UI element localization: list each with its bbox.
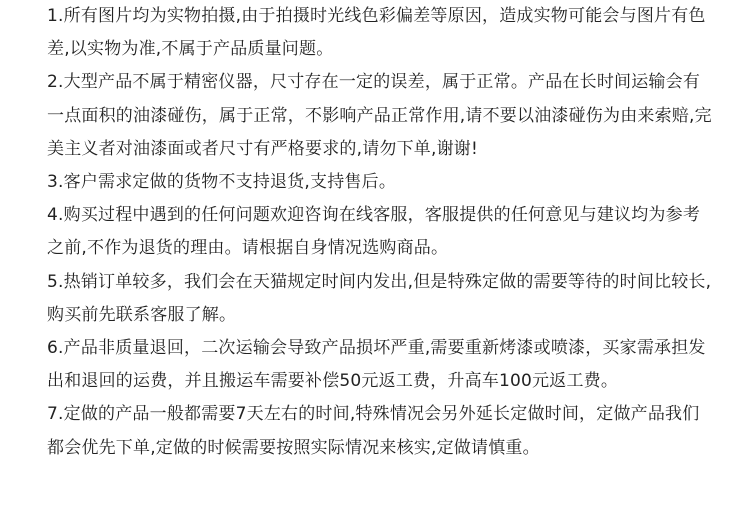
notice-item-5: 5.热销订单较多，我们会在天猫规定时间内发出,但是特殊定做的需要等待的时间比较长,购买前先联系客服了解。 bbox=[47, 271, 712, 325]
notice-list bbox=[47, 0, 715, 465]
notice-item-4: 4.购买过程中遇到的任何问题欢迎咨询在线客服，客服提供的任何意见与建议均为参考之前,不作为退货的理由。请根据自身情况选购商品。 bbox=[47, 205, 701, 259]
notice-item-7: 7.定做的产品一般都需要7天左右的时间,特殊情况会另外延长定做时间，定做产品我们都会优先下单,定做的时候需要按照实际情况来核实,定做请慎重。 bbox=[47, 404, 700, 458]
notice-item-2: 2.大型产品不属于精密仪器，尺寸存在一定的误差，属于正常。产品在长时间运输会有一点面积的油漆碰伤，属于正常，不影响产品正常作用,请不要以油漆碰伤为由来索赔,完美主义者对油漆面或者尺寸有严格要求的,请勿下单,谢谢! bbox=[47, 72, 712, 159]
notice-item-3: 3.客户需求定做的货物不支持退货,支持售后。 bbox=[47, 172, 397, 193]
notice-item-1: 1.所有图片均为实物拍摄,由于拍摄时光线色彩偏差等原因，造成实物可能会与图片有色差,以实物为准,不属于产品质量问题。 bbox=[47, 6, 706, 60]
notice-item-6: 6.产品非质量退回，二次运输会导致产品损坏严重,需要重新烤漆或喷漆，买家需承担发出和退回的运费，并且搬运车需要补偿50元返工费，升高车100元返工费。 bbox=[47, 338, 706, 392]
